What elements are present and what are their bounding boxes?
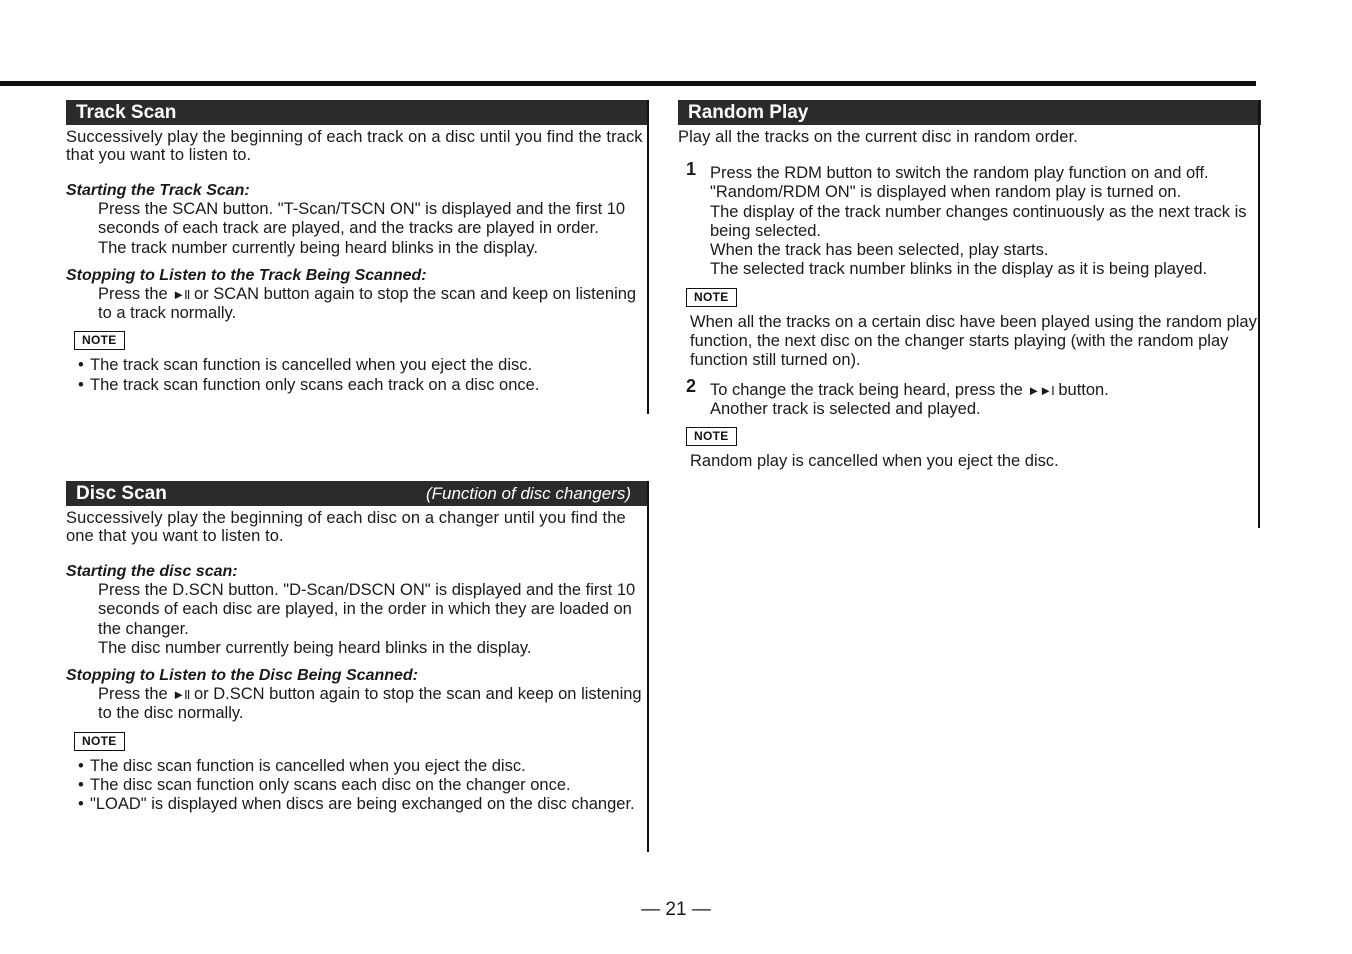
disc-scan-aside: (Function of disc changers) — [425, 484, 631, 503]
disc-scan-note — [74, 732, 649, 751]
track-scan-stop-text — [66, 285, 649, 324]
disc-scan-notes — [78, 757, 649, 815]
disc-scan-start-text-2: The disc number currently being heard blinks in the display. — [98, 638, 532, 657]
disc-scan-start-text — [66, 581, 649, 658]
page-number: — 21 — — [641, 899, 711, 920]
disc-scan-header — [66, 481, 649, 506]
track-scan-note — [74, 331, 649, 350]
step-1 — [678, 159, 1261, 280]
random-play-section — [678, 100, 1261, 472]
top-rule — [0, 81, 1256, 86]
list-item: • "LOAD" is displayed when discs are being exchanged on the disc changer. — [78, 795, 649, 814]
track-scan-divider — [647, 100, 649, 414]
track-scan-start-text-2: The track number currently being heard blinks in the display. — [98, 238, 538, 257]
track-scan-title: Track Scan — [76, 102, 177, 123]
step-number: 2 — [686, 375, 697, 396]
note-badge: NOTE — [74, 732, 125, 751]
random-play-divider — [1258, 100, 1260, 528]
step-1-line: "Random/RDM ON" is displayed when random play is turned on. — [710, 183, 1182, 202]
disc-scan-start-text-1: Press the D.SCN button. "D-Scan/DSCN ON" is displayed and the first 10 seconds of each disc are played, in the order in which they are loaded on the changer. — [98, 581, 636, 638]
note-badge: NOTE — [686, 427, 737, 446]
play-pause-icon: ►II — [172, 687, 190, 703]
random-play-note-1-text: When all the tracks on a certain disc have been played using the random play function, the next disc on the changer starts playing (with the random play function still turned on). — [690, 312, 1257, 370]
play-pause-icon: ►II — [172, 286, 190, 302]
random-play-note-2-text: Random play is cancelled when you eject the disc. — [690, 452, 1059, 471]
random-play-title: Random Play — [688, 102, 809, 123]
disc-scan-stop-pre: Press the — [98, 685, 168, 704]
disc-scan-intro: Successively play the beginning of each disc on a changer until you find the one that you want to listen to. — [66, 509, 626, 545]
track-scan-notes — [78, 356, 649, 395]
list-item: • The track scan function only scans each track on a disc once. — [78, 376, 649, 395]
track-scan-start-text — [66, 200, 649, 258]
random-play-intro: Play all the tracks on the current disc in random order. — [678, 128, 1078, 146]
step-1-line: When the track has been selected, play starts. — [710, 241, 1049, 260]
disc-scan-divider — [647, 481, 649, 852]
step-2-line-1 — [710, 381, 1261, 400]
list-item: • The track scan function is cancelled when you eject the disc. — [78, 356, 649, 375]
step-2-pre: To change the track being heard, press the — [710, 380, 1023, 399]
list-item: • The disc scan function is cancelled when you eject the disc. — [78, 757, 649, 776]
track-scan-stop-pre: Press the — [98, 284, 168, 303]
disc-scan-section — [66, 481, 649, 815]
disc-scan-title: Disc Scan — [76, 483, 167, 504]
skip-forward-icon: ►►I — [1027, 382, 1054, 398]
note-badge: NOTE — [686, 288, 737, 307]
track-scan-stop-post: or SCAN button again to stop the scan and keep on listening to a track normally. — [98, 284, 637, 323]
disc-scan-stop-heading: Stopping to Listen to the Disc Being Scanned: — [66, 667, 419, 685]
step-1-line: The display of the track number changes continuously as the next track is being selected. — [710, 202, 1247, 240]
random-play-note-2 — [686, 427, 1261, 446]
step-number: 1 — [686, 159, 697, 179]
step-1-line: The selected track number blinks in the display as it is being played. — [710, 260, 1208, 279]
random-play-header — [678, 100, 1261, 125]
step-2-post: button. — [1058, 380, 1109, 399]
track-scan-header — [66, 100, 649, 125]
track-scan-start-text-1: Press the SCAN button. "T-Scan/TSCN ON" is displayed and the first 10 seconds of each track are played, and the tracks are played in order. — [98, 200, 626, 238]
note-badge: NOTE — [74, 331, 125, 350]
track-scan-stop-heading: Stopping to Listen to the Track Being Scanned: — [66, 266, 427, 284]
step-1-line: Press the RDM button to switch the random play function on and off. — [710, 164, 1209, 182]
track-scan-section — [66, 100, 649, 395]
step-2 — [678, 375, 1261, 420]
step-2-line-2: Another track is selected and played. — [710, 399, 981, 418]
disc-scan-stop-text — [66, 685, 649, 724]
random-play-note-1 — [686, 288, 1261, 307]
track-scan-intro: Successively play the beginning of each track on a disc until you find the track that you want to listen to. — [66, 128, 643, 164]
disc-scan-stop-post: or D.SCN button again to stop the scan and keep on listening to the disc normally. — [98, 685, 642, 723]
list-item: • The disc scan function only scans each disc on the changer once. — [78, 776, 649, 795]
disc-scan-start-heading: Starting the disc scan: — [66, 563, 238, 580]
track-scan-start-heading: Starting the Track Scan: — [66, 182, 250, 199]
